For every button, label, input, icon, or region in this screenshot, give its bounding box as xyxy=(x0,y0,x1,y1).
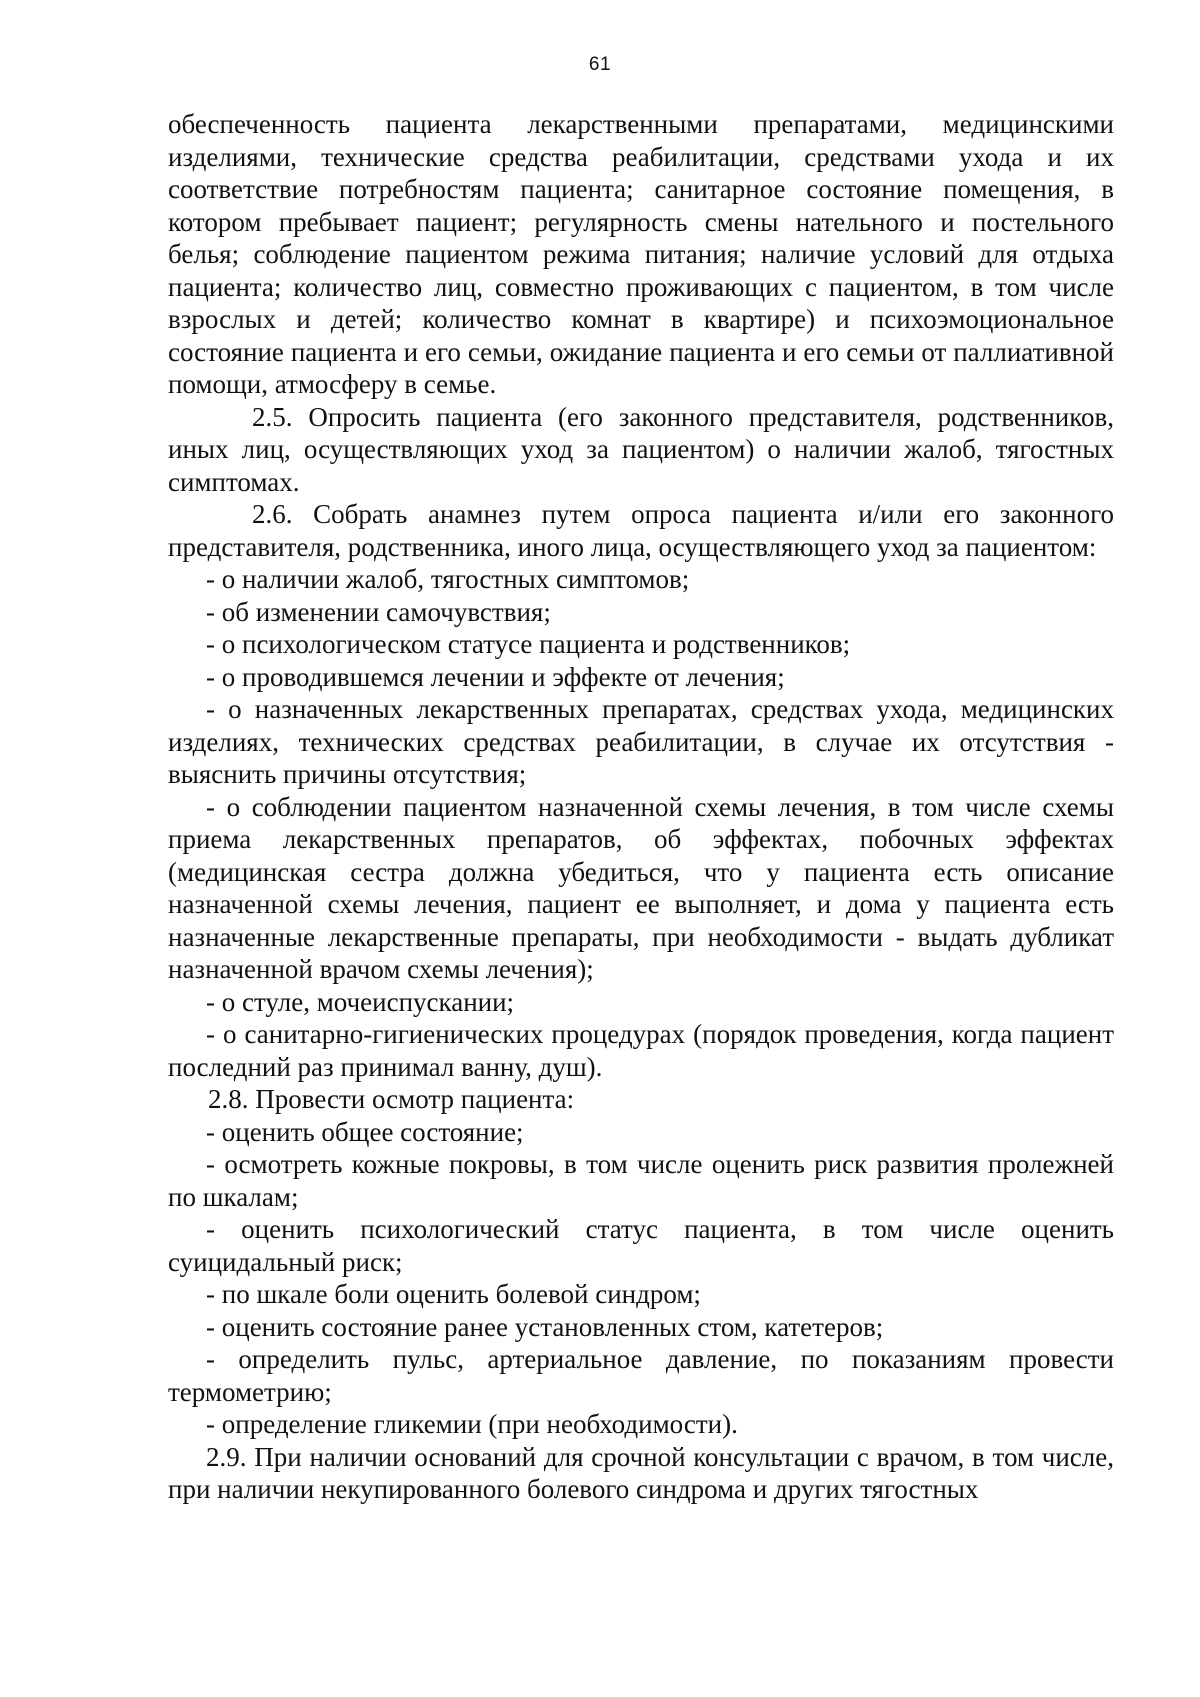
paragraph-2-6: 2.6. Собрать анамнез путем опроса пациента и/или его законного представителя, родственника, иного лица, осуществляющего уход за пациентом: xyxy=(168,499,1114,562)
paragraph-2-8: 2.8. Провести осмотр пациента: xyxy=(208,1084,575,1114)
document-body xyxy=(168,108,1114,1506)
list-item: - оценить состояние ранее установленных стом, катетеров; xyxy=(206,1311,884,1342)
list-item: - осмотреть кожные покровы, в том числе оценить риск развития пролежней по шкалам; xyxy=(168,1149,1114,1212)
list-item: - оценить общее состояние; xyxy=(206,1116,524,1147)
list-item: - об изменении самочувствия; xyxy=(206,596,551,627)
list-item: - по шкале боли оценить болевой синдром; xyxy=(206,1279,701,1309)
list-item: - о проводившемся лечении и эффекте от лечения; xyxy=(206,661,785,692)
list-item: - о санитарно-гигиенических процедурах (порядок проведения, когда пациент последний раз принимал ванну, душ). xyxy=(168,1019,1114,1082)
page-number: 61 xyxy=(588,54,612,75)
paragraph-patient-conditions: обеспеченность пациента лекарственными препаратами, медицинскими изделиями, технические средства реабилитации, средствами ухода и их соответствие потребностям пациента; санитарное состояние помещения, в котором пребывает пациент; регулярность смены нательного и постельного белья; соблюдение пациентом режима питания; наличие условий для отдыха пациента; количество лиц, совместно проживающих с пациентом, в том числе взрослых и детей; количество комнат в квартире) и психоэмоциональное состояние пациента и его семьи, ожидание пациента и его семьи от паллиативной помощи, атмосферу в семье. xyxy=(168,109,1114,399)
list-item: - определение гликемии (при необходимости). xyxy=(206,1409,738,1439)
list-item: - о соблюдении пациентом назначенной схемы лечения, в том числе схемы приема лекарственных препаратов, об эффектах, побочных эффектах (медицинская сестра должна убедиться, что у пациента есть описание назначенной схемы лечения, пациент ее выполняет, и дома у пациента есть назначенные лекарственные препараты, при необходимости - выдать дубликат назначенной врачом схемы лечения); xyxy=(168,791,1114,984)
paragraph-2-9: 2.9. При наличии оснований для срочной консультации с врачом, в том числе, при наличии некупированного болевого синдрома и других тягостных xyxy=(168,1441,1114,1504)
list-item: - определить пульс, артериальное давление, по показаниям провести термометрию; xyxy=(168,1344,1114,1407)
list-item: - о наличии жалоб, тягостных симптомов; xyxy=(206,564,690,594)
list-item: - о назначенных лекарственных препаратах, средствах ухода, медицинских изделиях, технических средствах реабилитации, в случае их отсутствия - выяснить причины отсутствия; xyxy=(168,694,1114,789)
paragraph-2-5: 2.5. Опросить пациента (его законного представителя, родственников, иных лиц, осуществляющих уход за пациентом) о наличии жалоб, тягостных симптомах. xyxy=(168,401,1114,497)
list-item: - о психологическом статусе пациента и родственников; xyxy=(206,629,851,659)
list-item: - о стуле, мочеиспускании; xyxy=(206,986,515,1017)
list-item: - оценить психологический статус пациента, в том числе оценить суицидальный риск; xyxy=(168,1214,1114,1277)
